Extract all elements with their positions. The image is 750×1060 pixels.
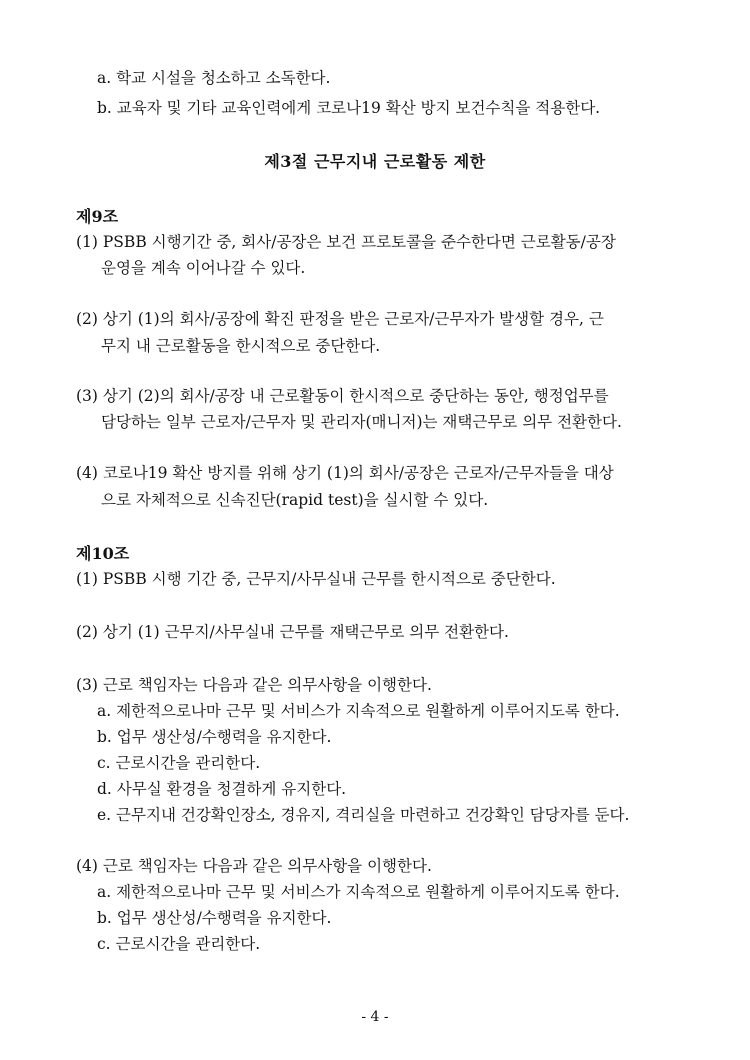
list-item: e. 근무지내 건강확인장소, 경유지, 격리실을 마련하고 건강확인 담당자를 둔다.: [97, 806, 630, 824]
paragraph-line: 으로 자체적으로 신속진단(rapid test)을 실시할 수 있다.: [101, 491, 489, 509]
list-item: a. 제한적으로나마 근무 및 서비스가 지속적으로 원활하게 이루어지도록 한다.: [97, 702, 620, 720]
paragraph-line: (1) PSBB 시행 기간 중, 근무지/사무실내 근무를 한시적으로 중단한다.: [76, 570, 556, 588]
paragraph-line: (1) PSBB 시행기간 중, 회사/공장은 보건 프로토콜을 준수한다면 근로활동/공장: [76, 233, 616, 251]
paragraph-line: (4) 코로나19 확산 방지를 위해 상기 (1)의 회사/공장은 근로자/근무자들을 대상: [76, 464, 614, 482]
paragraph-line: 운영을 계속 이어나갈 수 있다.: [101, 259, 306, 277]
paragraph-line: (4) 근로 책임자는 다음과 같은 의무사항을 이행한다.: [76, 857, 432, 875]
list-item: c. 근로시간을 관리한다.: [97, 754, 261, 772]
list-item: b. 교육자 및 기타 교육인력에게 코로나19 확산 방지 보건수칙을 적용한다.: [97, 99, 601, 117]
list-item: a. 학교 시설을 청소하고 소독한다.: [97, 69, 331, 87]
list-item: d. 사무실 환경을 청결하게 유지한다.: [97, 780, 347, 798]
list-item: a. 제한적으로나마 근무 및 서비스가 지속적으로 원활하게 이루어지도록 한다.: [97, 883, 620, 901]
list-item: c. 근로시간을 관리한다.: [97, 935, 261, 953]
paragraph-line: (2) 상기 (1)의 회사/공장에 확진 판정을 받은 근로자/근무자가 발생할 경우, 근: [76, 310, 604, 328]
paragraph-line: 담당하는 일부 근로자/근무자 및 관리자(매니저)는 재택근무로 의무 전환한다.: [101, 413, 622, 431]
section-title: 제3절 근무지내 근로활동 제한: [264, 152, 486, 171]
list-item: b. 업무 생산성/수행력을 유지한다.: [97, 728, 332, 746]
paragraph-line: (2) 상기 (1) 근무지/사무실내 근무를 재택근무로 의무 전환한다.: [76, 623, 509, 641]
list-item: b. 업무 생산성/수행력을 유지한다.: [97, 909, 332, 927]
article-title: 제9조: [76, 207, 119, 226]
article-title: 제10조: [76, 544, 130, 563]
paragraph-line: 무지 내 근로활동을 한시적으로 중단한다.: [101, 337, 381, 355]
paragraph-line: (3) 상기 (2)의 회사/공장 내 근로활동이 한시적으로 중단하는 동안, 행정업무를: [76, 387, 609, 405]
page-number: - 4 -: [361, 1009, 389, 1025]
paragraph-line: (3) 근로 책임자는 다음과 같은 의무사항을 이행한다.: [76, 676, 432, 694]
